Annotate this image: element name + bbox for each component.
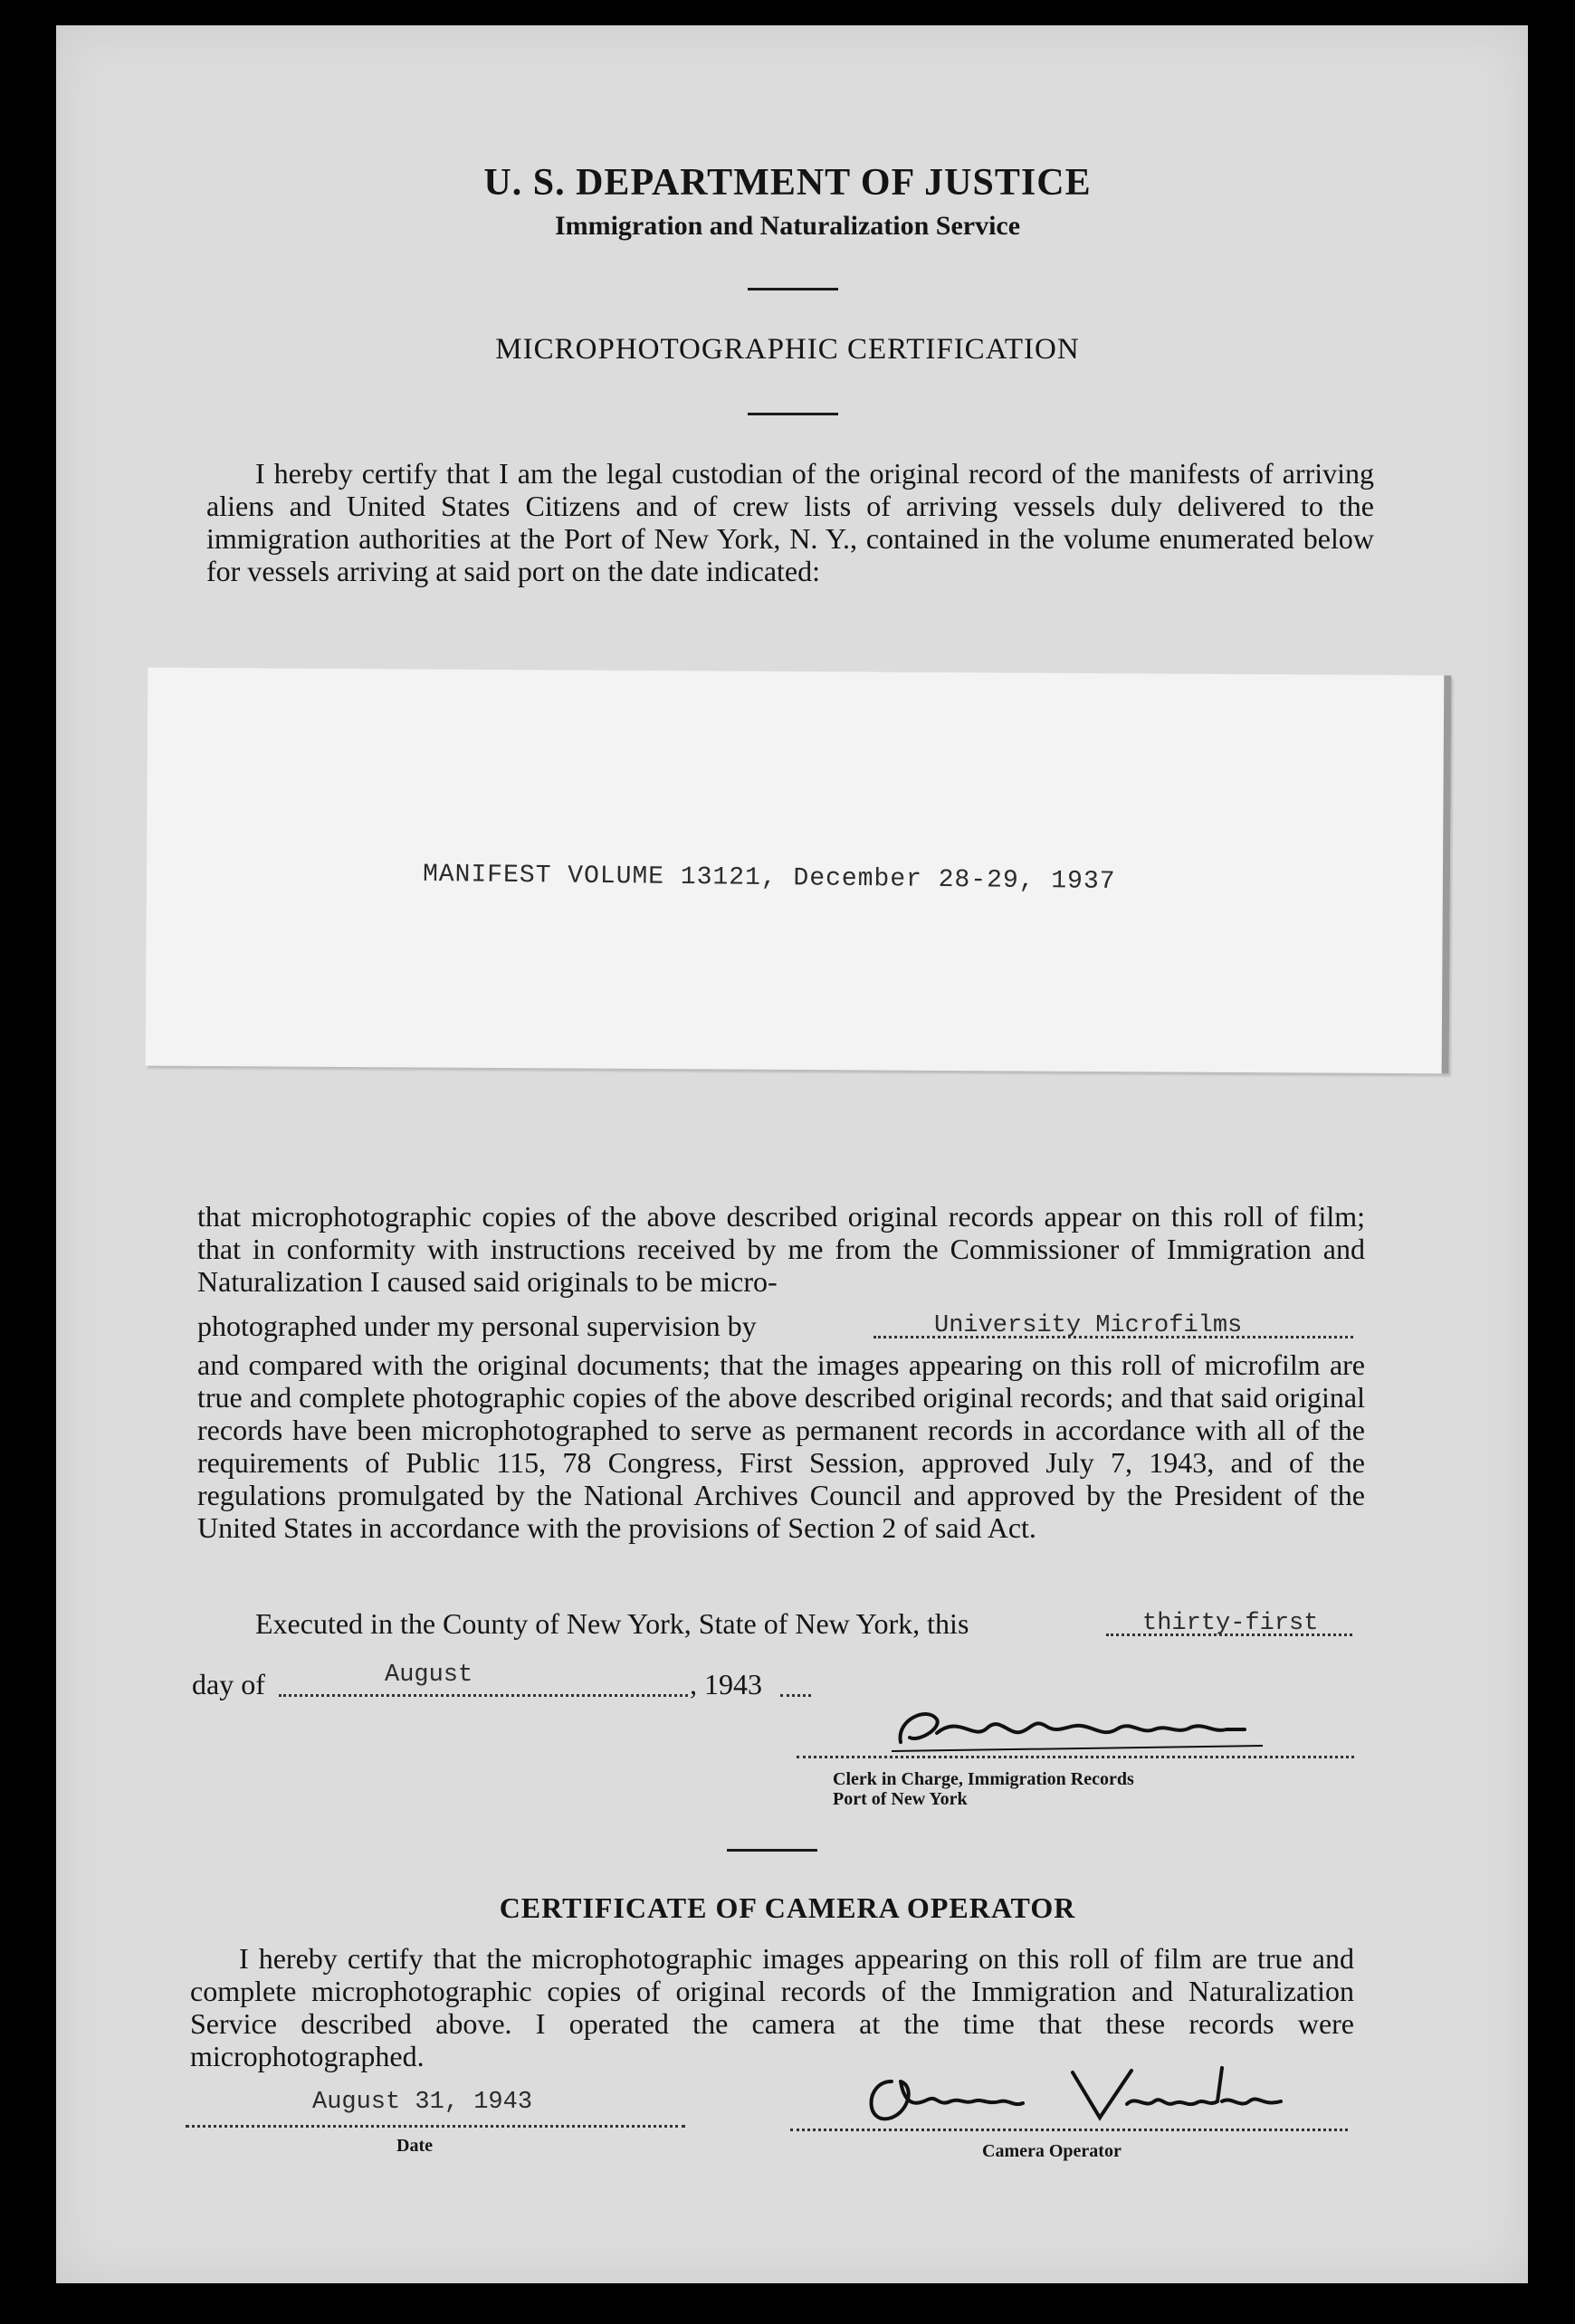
camera-operator-label: Camera Operator <box>982 2141 1122 2161</box>
certification-heading: MICROPHOTOGRAPHIC CERTIFICATION <box>495 333 1080 366</box>
manifest-volume-label: MANIFEST VOLUME 13121, December 28-29, 1937 <box>422 860 1116 897</box>
execution-day-value: thirty-first <box>1142 1610 1319 1637</box>
month-fill-line <box>279 1694 688 1697</box>
document-title: U. S. DEPARTMENT OF JUSTICE <box>483 162 1092 204</box>
supervision-line-prefix: photographed under my personal supervision by <box>197 1310 757 1342</box>
divider-middle <box>748 413 838 415</box>
clerk-title-line1: Clerk in Charge, Immigration Records <box>833 1769 1134 1789</box>
divider-bottom <box>727 1849 817 1852</box>
camera-operator-paragraph: I hereby certify that the microphotographic images appearing on this roll of film are true and complete microphotographic copies of original records of the Immigration and Naturalization Service described above. I operated the camera at the time that these records were microphotographed. <box>190 1942 1354 2072</box>
execution-month-value: August <box>385 1662 473 1689</box>
supervision-by-value: University Microfilms <box>934 1312 1243 1339</box>
intro-paragraph: I hereby certify that I am the legal custodian of the original record of the manifests of arriving aliens and United States Citizens and of crew lists of arriving vessels duly delivered to the immigration authorities at the Port of New York, N. Y., contained in the volume enumerated below for vessels arriving at said port on the date indicated: <box>206 457 1374 587</box>
day-of-label: day of <box>192 1668 265 1700</box>
clerk-signature <box>873 1688 1290 1760</box>
clerk-title <box>833 1769 1134 1809</box>
clerk-title-line2: Port of New York <box>833 1789 968 1809</box>
date-fill-line <box>186 2125 685 2128</box>
divider-top <box>748 288 838 290</box>
execution-line-prefix: Executed in the County of New York, State of New York, this <box>255 1607 969 1640</box>
operator-signature-line <box>790 2129 1348 2131</box>
camera-date-value: August 31, 1943 <box>312 2089 533 2116</box>
document-subtitle: Immigration and Naturalization Service <box>554 211 1021 241</box>
clerk-signature-line <box>797 1756 1354 1758</box>
body-paragraph-2: and compared with the original documents; that the images appearing on this roll of microfilm are true and complete photographic copies of the above described original records; and that said original records have been microphotographed to serve as permanent records in accordance with all of the requirements of Public 115, 78 Congress, First Session, approved July 7, 1943, and of the regulations promulgated by the National Archives Council and approved by the President of the United States in accordance with the provisions of Section 2 of said Act. <box>197 1348 1365 1544</box>
year-fill-line <box>780 1694 811 1697</box>
camera-operator-heading: CERTIFICATE OF CAMERA OPERATOR <box>499 1891 1076 1924</box>
date-label: Date <box>396 2136 433 2156</box>
camera-operator-signature <box>837 2054 1308 2136</box>
body-paragraph-1: that microphotographic copies of the above described original records appear on this roll of film; that in conformity with instructions received by me from the Commissioner of Immigration and Naturalization I caused said originals to be micro- <box>197 1200 1365 1298</box>
execution-year: , 1943 <box>690 1668 762 1700</box>
